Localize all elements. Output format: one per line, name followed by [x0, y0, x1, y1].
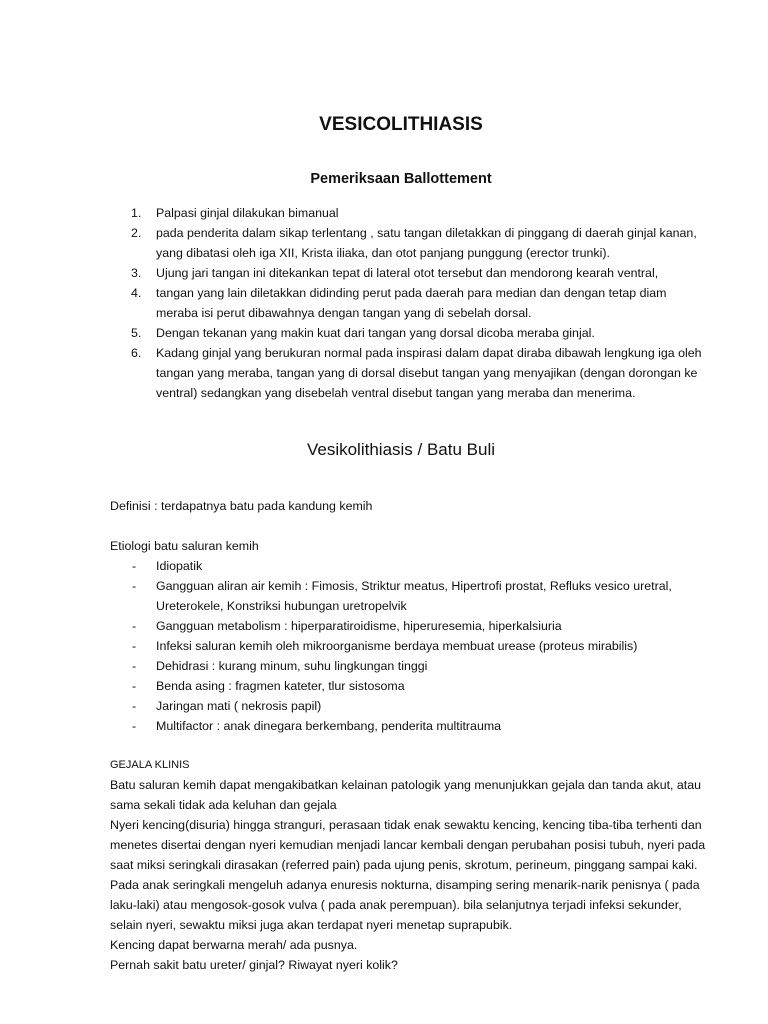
clinical-symptoms-section: [110, 755, 710, 975]
list-item: [110, 696, 710, 716]
ballottement-steps-list: [109, 203, 709, 403]
list-item-text: Ujung jari tangan ini ditekankan tepat di lateral otot tersebut dan mendorong kearah ventral,: [156, 266, 659, 280]
etiology-heading: Etiologi batu saluran kemih: [110, 539, 259, 553]
list-dash: -: [132, 699, 137, 713]
section-heading-ballottement: Pemeriksaan Ballottement: [310, 171, 492, 187]
section-heading-batu-buli: Vesikolithiasis / Batu Buli: [306, 440, 496, 459]
list-dash: -: [132, 639, 137, 653]
list-dash: -: [132, 619, 137, 633]
list-item-text: Multifactor : anak dinegara berkembang, penderita multitrauma: [156, 719, 502, 733]
symptoms-paragraph: Kencing dapat berwarna merah/ ada pusnya.: [110, 938, 358, 952]
list-dash: -: [132, 579, 137, 593]
list-item: [110, 576, 710, 616]
list-number: 4.: [131, 286, 142, 300]
list-item: [110, 716, 710, 736]
list-item: [109, 223, 709, 263]
list-item-text: Dehidrasi : kurang minum, suhu lingkungan tinggi: [156, 659, 428, 673]
list-item: [110, 676, 710, 696]
list-dash: -: [132, 659, 137, 673]
list-item: [110, 636, 710, 656]
list-item: [110, 616, 710, 636]
list-item: [109, 283, 709, 323]
list-dash: -: [132, 719, 137, 733]
list-item: [109, 323, 709, 343]
list-item-text: Gangguan metabolism : hiperparatiroidisme, hiperuresemia, hiperkalsiuria: [156, 619, 562, 633]
definition-text: Definisi : terdapatnya batu pada kandung kemih: [110, 499, 373, 513]
symptoms-paragraph: Pernah sakit batu ureter/ ginjal? Riwayat nyeri kolik?: [110, 958, 398, 972]
list-dash: -: [132, 679, 137, 693]
symptoms-paragraph: Batu saluran kemih dapat mengakibatkan kelainan patologik yang menunjukkan gejala dan tanda akut, atau sama sekali tidak ada keluhan dan gejala: [110, 778, 702, 812]
list-number: 1.: [131, 206, 142, 220]
etiology-list: [110, 556, 710, 736]
list-item: [109, 203, 709, 223]
list-item-text: Kadang ginjal yang berukuran normal pada inspirasi dalam dapat diraba dibawah lengkung iga oleh tangan yang meraba, tangan yang di dorsal disebut tangan yang menyajikan (dengan dorongan ke ventral) sedangkan yang disebelah ventral disebut tangan yang meraba dan menerima.: [156, 346, 702, 400]
list-item: [109, 343, 709, 403]
symptoms-paragraph: Nyeri kencing(disuria) hingga stranguri, perasaan tidak enak sewaktu kencing, kencing tiba-tiba terhenti dan menetes disertai dengan nyeri kemudian menjadi lancar kembali dengan perubahan posisi tubuh, nyeri pada saat miksi seringkali dirasakan (referred pain) pada ujung penis, skrotum, perineum, pinggang sampai kaki. Pada anak seringkali mengeluh adanya enuresis nokturna, disamping sering menarik-narik penisnya ( pada laku-laki) atau mengosok-gosok vulva ( pada anak perempuan). bila selanjutnya terjadi infeksi sekunder, selain nyeri, sewaktu miksi juga akan terdapat nyeri menetap suprapubik.: [110, 818, 706, 932]
document-title: VESICOLITHIASIS: [319, 114, 483, 135]
list-item-text: Idiopatik: [156, 559, 203, 573]
list-number: 3.: [131, 266, 142, 280]
list-item-text: Benda asing : fragmen kateter, tlur sistosoma: [156, 679, 405, 693]
list-number: 5.: [131, 326, 142, 340]
list-item-text: pada penderita dalam sikap terlentang , satu tangan diletakkan di pinggang di daerah ginjal kanan, yang dibatasi oleh iga XII, Krista iliaka, dan otot panjang punggung (erector trunki).: [156, 226, 697, 260]
list-item-text: Dengan tekanan yang makin kuat dari tangan yang dorsal dicoba meraba ginjal.: [156, 326, 595, 340]
list-number: 2.: [131, 226, 142, 240]
list-item: [110, 556, 710, 576]
list-item-text: Palpasi ginjal dilakukan bimanual: [156, 206, 339, 220]
list-dash: -: [132, 559, 137, 573]
list-item-text: tangan yang lain diletakkan didinding perut pada daerah para median dan dengan tetap diam meraba isi perut dibawahnya dengan tangan yang di sebelah dorsal.: [156, 286, 667, 320]
list-item-text: Gangguan aliran air kemih : Fimosis, Striktur meatus, Hipertrofi prostat, Refluks vesico uretral, Ureterokele, Konstriksi hubungan uretropelvik: [156, 579, 672, 613]
clinical-symptoms-heading: GEJALA KLINIS: [110, 759, 190, 771]
list-number: 6.: [131, 346, 142, 360]
list-item: [109, 263, 709, 283]
list-item-text: Infeksi saluran kemih oleh mikroorganisme berdaya membuat urease (proteus mirabilis): [156, 639, 638, 653]
list-item: [110, 656, 710, 676]
list-item-text: Jaringan mati ( nekrosis papil): [156, 699, 322, 713]
